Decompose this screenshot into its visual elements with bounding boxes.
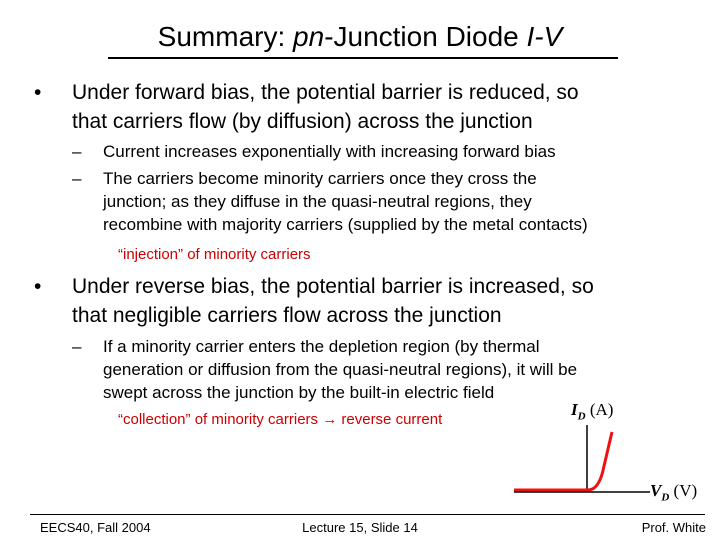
bullet-marker: • (34, 275, 42, 298)
sub-bullet-1-2-line-3: recombine with majority carriers (supplied by the metal contacts) (103, 215, 588, 234)
y-axis-label: $I_D$ (A) (571, 400, 614, 423)
title-underline (108, 57, 618, 59)
bullet-1-line-2: that carriers flow (by diffusion) across the junction (72, 110, 533, 133)
sub-bullet-marker: – (72, 142, 82, 161)
bullet-1 (72, 78, 579, 136)
collection-note-result: reverse current (337, 411, 443, 428)
collection-note-text: “collection” of minority carriers (118, 411, 323, 428)
footer-lecture: Lecture 15, Slide 14 (302, 520, 418, 535)
bullet-2 (72, 272, 594, 330)
bullet-2-line-1: Under reverse bias, the potential barrier is increased, so (72, 275, 594, 298)
x-axis-label: $V_D$ (V) (650, 481, 698, 504)
sub-bullet-2-1-line-3: swept across the junction by the built-in electric field (103, 383, 495, 402)
sub-bullet-2-1-line-1: If a minority carrier enters the depletion region (by thermal (103, 337, 540, 356)
footer-course: EECS40, Fall 2004 (40, 520, 151, 535)
right-arrow-icon: → (322, 411, 338, 428)
sub-bullet-marker: – (72, 169, 82, 188)
bullet-2-line-2: that negligible carriers flow across the junction (72, 304, 502, 327)
sub-bullet-1-2-line-2: junction; as they diffuse in the quasi-neutral regions, they (103, 192, 532, 211)
iv-curve-chart (500, 420, 660, 510)
sub-bullet-marker: – (72, 337, 82, 356)
sub-bullet-1-2 (103, 167, 588, 236)
injection-note: “injection” of minority carriers (118, 246, 311, 263)
bullet-marker: • (34, 81, 42, 104)
bullet-1-line-1: Under forward bias, the potential barrier is reduced, so (72, 81, 579, 104)
sub-bullet-1-2-line-1: The carriers become minority carriers once they cross the (103, 169, 537, 188)
slide-title: Summary: pn-Junction Diode I-V (157, 21, 563, 52)
collection-note (118, 411, 442, 428)
iv-curve-series (514, 432, 612, 490)
footer-author: Prof. White (641, 520, 706, 535)
footer-rule (30, 514, 705, 515)
sub-bullet-2-1 (103, 335, 577, 404)
sub-bullet-2-1-line-2: generation or diffusion from the quasi-neutral regions), it will be (103, 360, 578, 379)
sub-bullet-1-1: Current increases exponentially with increasing forward bias (103, 142, 556, 161)
